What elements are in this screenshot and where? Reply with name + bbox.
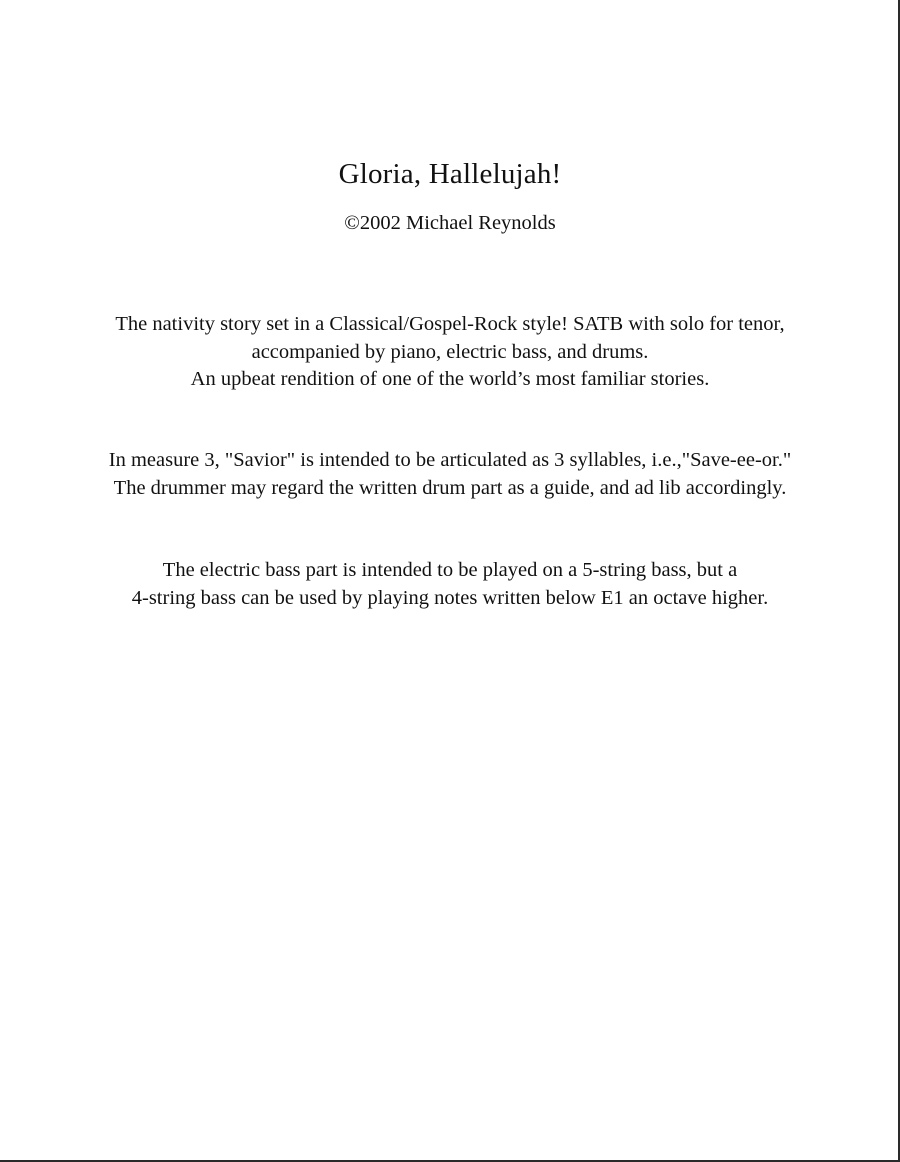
paragraph-line: accompanied by piano, electric bass, and drums. — [251, 340, 649, 363]
bass-notes-paragraph — [0, 557, 900, 612]
paragraph-line: The nativity story set in a Classical/Gospel-Rock style! SATB with solo for tenor, — [115, 313, 785, 335]
paragraph-line: 4-string bass can be used by playing notes written below E1 an octave higher. — [131, 586, 769, 609]
paragraph-line: An upbeat rendition of one of the world’s most familiar stories. — [190, 368, 710, 390]
paragraph-line: The drummer may regard the written drum part as a guide, and ad lib accordingly. — [113, 476, 787, 499]
paragraph-line: The electric bass part is intended to be played on a 5-string bass, but a — [162, 559, 738, 581]
paragraph-line: In measure 3, "Savior" is intended to be articulated as 3 syllables, i.e.,"Save-ee-or." — [108, 449, 792, 471]
performance-notes-paragraph — [0, 447, 900, 502]
copyright-notice: ©2002 Michael Reynolds — [344, 212, 556, 234]
document-title: Gloria, Hallelujah! — [338, 158, 562, 190]
description-paragraph — [0, 311, 900, 394]
